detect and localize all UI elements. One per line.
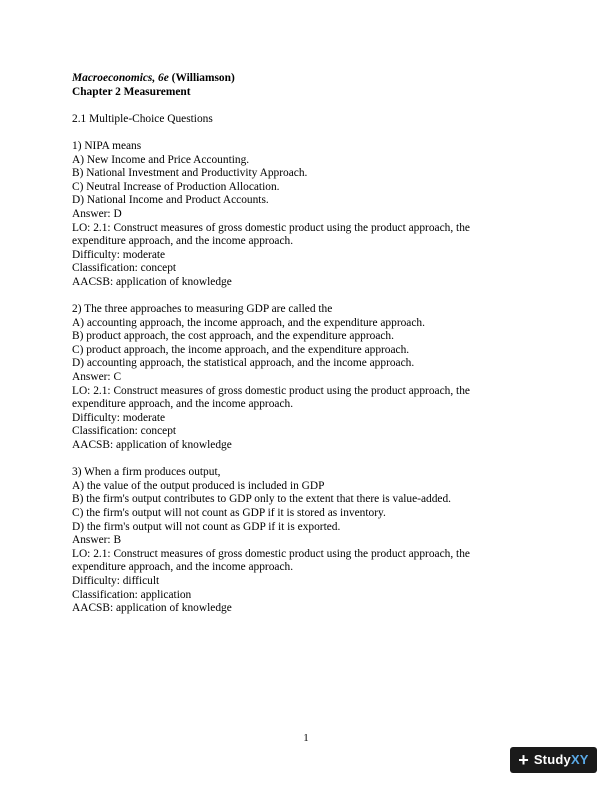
classification: Classification: concept (72, 425, 177, 438)
option-c: C) Neutral Increase of Production Allocation. (72, 180, 280, 193)
badge-text-xy: XY (570, 752, 589, 768)
question-1 (72, 140, 542, 290)
question-stem: 3) When a firm produces output, (72, 466, 221, 479)
option-a: A) accounting approach, the income approach, and the expenditure approach. (72, 316, 425, 329)
aacsb: AACSB: application of knowledge (72, 275, 232, 288)
studyxy-badge[interactable] (510, 747, 597, 773)
section-title: 2.1 Multiple-Choice Questions (72, 112, 213, 125)
learning-objective-cont: expenditure approach, and the income approach. (72, 235, 294, 248)
learning-objective: LO: 2.1: Construct measures of gross domestic product using the product approach, the (72, 384, 470, 397)
difficulty: Difficulty: difficult (72, 574, 160, 587)
option-d: D) National Income and Product Accounts. (72, 194, 269, 207)
aacsb: AACSB: application of knowledge (72, 602, 232, 615)
option-c: C) the firm's output will not count as GDP if it is stored as inventory. (72, 507, 386, 519)
learning-objective-cont: expenditure approach, and the income approach. (72, 561, 294, 574)
book-heading (72, 72, 542, 86)
badge-text-study: Study (533, 752, 571, 768)
option-a: A) New Income and Price Accounting. (72, 153, 250, 166)
answer: Answer: B (72, 534, 122, 547)
learning-objective-cont: expenditure approach, and the income approach. (72, 398, 294, 411)
learning-objective: LO: 2.1: Construct measures of gross domestic product using the product approach, the (72, 221, 470, 234)
document-body (72, 72, 542, 616)
question-stem: 1) NIPA means (72, 139, 142, 152)
plus-icon: + (518, 750, 529, 770)
learning-objective: LO: 2.1: Construct measures of gross domestic product using the product approach, the (72, 547, 470, 560)
page-number: 1 (303, 732, 309, 744)
question-stem: 2) The three approaches to measuring GDP are called the (72, 303, 333, 316)
option-c: C) product approach, the income approach, and the expenditure approach. (72, 343, 410, 356)
option-d: D) the firm's output will not count as GDP if it is exported. (72, 520, 341, 533)
option-b: B) the firm's output contributes to GDP only to the extent that there is value-added. (72, 493, 452, 506)
option-d: D) accounting approach, the statistical approach, and the income approach. (72, 357, 415, 370)
option-b: B) National Investment and Productivity Approach. (72, 167, 308, 180)
difficulty: Difficulty: moderate (72, 248, 166, 261)
question-3 (72, 466, 542, 616)
question-2 (72, 303, 542, 453)
difficulty: Difficulty: moderate (72, 411, 166, 424)
book-title: Macroeconomics, 6e (72, 72, 169, 84)
option-b: B) product approach, the cost approach, and the expenditure approach. (72, 330, 394, 343)
chapter-title: Chapter 2 Measurement (72, 85, 191, 98)
aacsb: AACSB: application of knowledge (72, 439, 232, 452)
book-author: (Williamson) (168, 72, 235, 84)
badge-label (534, 753, 589, 767)
answer: Answer: C (72, 371, 122, 384)
classification: Classification: concept (72, 262, 177, 275)
answer: Answer: D (72, 207, 122, 220)
option-a: A) the value of the output produced is included in GDP (72, 479, 325, 492)
classification: Classification: application (72, 588, 192, 601)
